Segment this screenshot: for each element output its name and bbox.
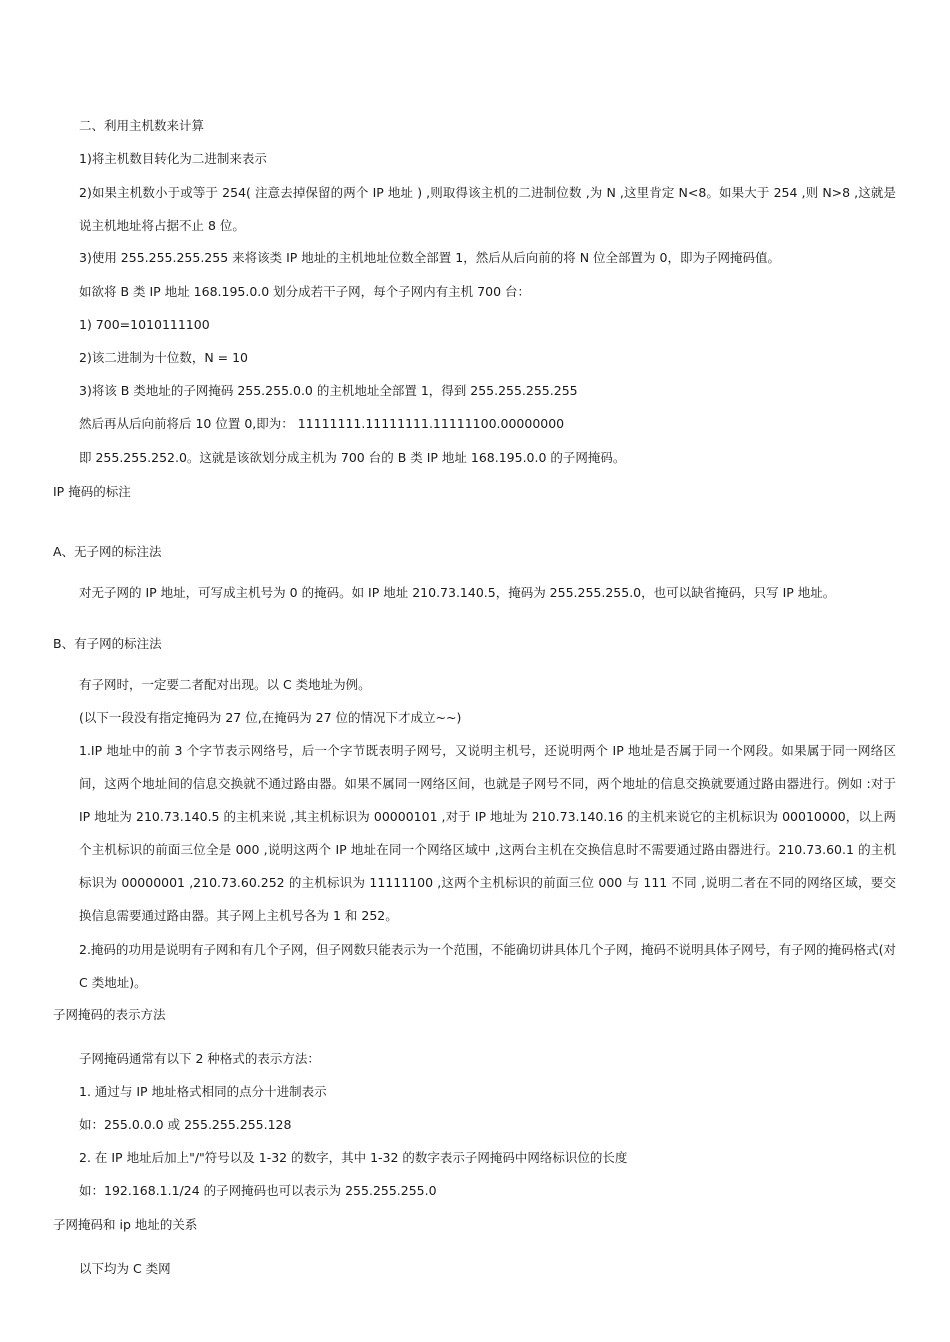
paragraph-example-1: 1) 700=1010111100 (79, 317, 210, 332)
paragraph-mask-purpose (53, 933, 896, 999)
paragraph-example-2: 2)该二进制为十位数，N = 10 (79, 350, 249, 365)
paragraph-step-2-text: 2)如果主机数小于或等于 254( 注意去掉保留的两个 IP 地址 ) ,则取得该主机的二进制位数 ,为 N ,这里肯定 N<8。如果大于 254 ,则 N>8 ,这就是说主机地址将占据不止 8 位。 (79, 185, 896, 233)
section-heading-no-subnet: A、无子网的标注法 (53, 544, 162, 559)
section-heading-mask-representation: 子网掩码的表示方法 (53, 1007, 166, 1022)
paragraph-relation-intro: 以下均为 C 类网 (79, 1261, 171, 1276)
paragraph-repr-2: 2. 在 IP 地址后加上"/"符号以及 1-32 的数字，其中 1-32 的数字表示子网掩码中网络标识位的长度 (79, 1150, 628, 1165)
paragraph-repr-1-example: 如：255.0.0.0 或 255.255.255.128 (79, 1117, 292, 1132)
paragraph-with-subnet-note: (以下一段没有指定掩码为 27 位,在掩码为 27 位的情况下才成立~~) (79, 710, 462, 725)
paragraph-example-3: 3)将该 B 类地址的子网掩码 255.255.0.0 的主机地址全部置 1，得到 255.255.255.255 (79, 383, 578, 398)
paragraph-host-count-method-heading: 二、利用主机数来计算 (79, 118, 205, 133)
section-heading-with-subnet: B、有子网的标注法 (53, 636, 162, 651)
paragraph-no-subnet: 对无子网的 IP 地址，可写成主机号为 0 的掩码。如 IP 地址 210.73.140.5，掩码为 255.255.255.0，也可以缺省掩码，只写 IP 地址。 (79, 585, 836, 600)
paragraph-step-2 (53, 176, 896, 242)
paragraph-repr-1: 1. 通过与 IP 地址格式相同的点分十进制表示 (79, 1084, 327, 1099)
paragraph-with-subnet-1: 有子网时，一定要二者配对出现。以 C 类地址为例。 (79, 677, 371, 692)
paragraph-with-subnet-explanation (53, 734, 896, 932)
paragraph-with-subnet-explanation-text: 1.IP 地址中的前 3 个字节表示网络号，后一个字节既表明子网号，又说明主机号，还说明两个 IP 地址是否属于同一个网段。如果属于同一网络区间，这两个地址间的信息交换就不通过路由器。如果不属同一网络区间，也就是子网号不同，两个地址的信息交换就要通过路由器进行。例如 :对于 IP 地址为 210.73.140.5 的主机来说 ,其主机标识为 00000101 ,对于 IP 地址为 210.73.140.16 的主机来说它的主机标识为 00010000，以上两个主机标识的前面三位全是 000 ,说明这两个 IP 地址在同一个网络区域中 ,这两台主机在交换信息时不需要通过路由器进行。210.73.60.1 的主机标识为 00000001 ,210.73.60.252 的主机标识为 11111100 ,这两个主机标识的前面三位 000 与 111 不同 ,说明二者在不同的网络区域，要交换信息需要通过路由器。其子网上主机号各为 1 和 252。 (79, 743, 896, 923)
section-heading-mask-ip-relation: 子网掩码和 ip 地址的关系 (53, 1217, 198, 1232)
paragraph-mask-purpose-text: 2.掩码的功用是说明有子网和有几个子网，但子网数只能表示为一个范围，不能确切讲具体几个子网，掩码不说明具体子网号，有子网的掩码格式(对 C 类地址)。 (79, 942, 896, 990)
paragraph-example-result: 即 255.255.252.0。这就是该欲划分成主机为 700 台的 B 类 IP 地址 168.195.0.0 的子网掩码。 (79, 450, 626, 465)
paragraph-step-3: 3)使用 255.255.255.255 来将该类 IP 地址的主机地址位数全部置 1，然后从后向前的将 N 位全部置为 0，即为子网掩码值。 (79, 250, 780, 265)
paragraph-repr-intro: 子网掩码通常有以下 2 种格式的表示方法： (79, 1051, 320, 1066)
section-heading-ip-mask-notation: IP 掩码的标注 (53, 484, 131, 499)
paragraph-example-intro: 如欲将 B 类 IP 地址 168.195.0.0 划分成若干子网，每个子网内有主机 700 台： (79, 284, 530, 299)
paragraph-example-4: 然后再从后向前将后 10 位置 0,即为： 11111111.11111111.11111100.00000000 (79, 416, 565, 431)
paragraph-repr-2-example: 如：192.168.1.1/24 的子网掩码也可以表示为 255.255.255.0 (79, 1183, 437, 1198)
paragraph-step-1: 1)将主机数目转化为二进制来表示 (79, 151, 267, 166)
